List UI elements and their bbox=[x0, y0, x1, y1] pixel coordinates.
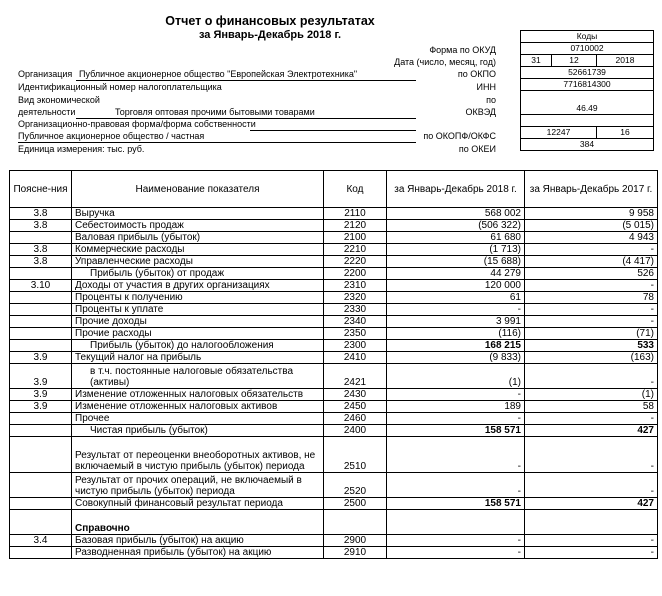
row-cur: (506 322) bbox=[387, 220, 525, 232]
row-note bbox=[10, 268, 72, 280]
row-code: 2210 bbox=[324, 244, 387, 256]
row-cur: - bbox=[387, 473, 525, 498]
row-prev: 533 bbox=[525, 340, 658, 352]
activity-label-1: Вид экономической bbox=[18, 95, 100, 105]
row-code: 2510 bbox=[324, 437, 387, 473]
col-header-name: Наименование показателя bbox=[72, 171, 324, 208]
row-cur: 61 bbox=[387, 292, 525, 304]
row-code: 2410 bbox=[324, 352, 387, 364]
row-note bbox=[10, 498, 72, 510]
report-title: Отчет о финансовых результатах bbox=[165, 14, 375, 28]
date-label: Дата (число, месяц, год) bbox=[394, 57, 496, 67]
table-row bbox=[10, 208, 658, 220]
row-cur: 189 bbox=[387, 401, 525, 413]
row-cur: (1) bbox=[387, 364, 525, 389]
row-cur: (9 833) bbox=[387, 352, 525, 364]
row-code bbox=[324, 510, 387, 535]
date-month: 12 bbox=[552, 55, 597, 67]
activity-label-2: деятельности bbox=[18, 107, 76, 117]
row-prev: (163) bbox=[525, 352, 658, 364]
table-row bbox=[10, 268, 658, 280]
okpo-code: 52661739 bbox=[521, 67, 654, 79]
table-header-row bbox=[10, 171, 658, 208]
row-name: Совокупный финансовый результат периода bbox=[72, 498, 324, 510]
codes-box bbox=[520, 30, 654, 151]
row-prev: (4 417) bbox=[525, 256, 658, 268]
row-note bbox=[10, 304, 72, 316]
table-row bbox=[10, 437, 658, 473]
row-prev: - bbox=[525, 473, 658, 498]
row-note bbox=[10, 292, 72, 304]
table-row bbox=[10, 389, 658, 401]
row-name: Прочее bbox=[72, 413, 324, 425]
row-cur: 568 002 bbox=[387, 208, 525, 220]
row-note bbox=[10, 316, 72, 328]
table-row bbox=[10, 510, 658, 535]
row-code: 2910 bbox=[324, 547, 387, 559]
row-prev: - bbox=[525, 547, 658, 559]
row-name: Изменение отложенных налоговых обязательств bbox=[72, 389, 324, 401]
legal-value-underline bbox=[18, 142, 416, 143]
row-note: 3.8 bbox=[10, 208, 72, 220]
table-row bbox=[10, 498, 658, 510]
row-note bbox=[10, 547, 72, 559]
table-row bbox=[10, 340, 658, 352]
row-name: Проценты к уплате bbox=[72, 304, 324, 316]
date-day: 31 bbox=[521, 55, 552, 67]
row-cur: (1 713) bbox=[387, 244, 525, 256]
row-prev: - bbox=[525, 280, 658, 292]
okei-label: по ОКЕИ bbox=[458, 144, 496, 154]
row-prev: 58 bbox=[525, 401, 658, 413]
row-note: 3.9 bbox=[10, 389, 72, 401]
row-cur: - bbox=[387, 547, 525, 559]
table-row bbox=[10, 256, 658, 268]
row-prev: - bbox=[525, 535, 658, 547]
row-note: 3.10 bbox=[10, 280, 72, 292]
row-prev: 427 bbox=[525, 498, 658, 510]
row-cur: - bbox=[387, 437, 525, 473]
row-prev: - bbox=[525, 437, 658, 473]
row-code: 2310 bbox=[324, 280, 387, 292]
row-name: в т.ч. постоянные налоговые обязательства (активы) bbox=[72, 364, 324, 389]
table-row bbox=[10, 413, 658, 425]
row-cur: (15 688) bbox=[387, 256, 525, 268]
row-prev: - bbox=[525, 316, 658, 328]
row-code: 2450 bbox=[324, 401, 387, 413]
table-row bbox=[10, 244, 658, 256]
row-note bbox=[10, 510, 72, 535]
row-name: Проценты к получению bbox=[72, 292, 324, 304]
okei-code: 384 bbox=[521, 139, 654, 151]
row-cur: 44 279 bbox=[387, 268, 525, 280]
row-cur: - bbox=[387, 389, 525, 401]
row-name: Доходы от участия в других организациях bbox=[72, 280, 324, 292]
row-code: 2430 bbox=[324, 389, 387, 401]
row-prev: - bbox=[525, 413, 658, 425]
inn-code: 7716814300 bbox=[521, 79, 654, 91]
org-label: Организация bbox=[18, 69, 73, 79]
row-name: Результат от прочих операций, не включаемый в чистую прибыль (убыток) периода bbox=[72, 473, 324, 498]
inn-label: Идентификационный номер налогоплательщика bbox=[18, 82, 222, 92]
row-code: 2100 bbox=[324, 232, 387, 244]
row-prev: (1) bbox=[525, 389, 658, 401]
okopf-code: 12247 bbox=[521, 127, 597, 139]
row-name: Себестоимость продаж bbox=[72, 220, 324, 232]
row-prev: 427 bbox=[525, 425, 658, 437]
row-note: 3.9 bbox=[10, 352, 72, 364]
blank-code-cell bbox=[521, 115, 654, 127]
row-code: 2500 bbox=[324, 498, 387, 510]
row-name: Справочно bbox=[72, 510, 324, 535]
row-prev: - bbox=[525, 244, 658, 256]
unit-label: Единица измерения: тыс. руб. bbox=[18, 144, 145, 154]
row-name: Разводненная прибыль (убыток) на акцию bbox=[72, 547, 324, 559]
org-underline bbox=[76, 80, 416, 81]
table-row bbox=[10, 232, 658, 244]
row-prev: 526 bbox=[525, 268, 658, 280]
row-cur: - bbox=[387, 535, 525, 547]
row-cur: (116) bbox=[387, 328, 525, 340]
row-note: 3.8 bbox=[10, 244, 72, 256]
row-cur bbox=[387, 510, 525, 535]
row-name: Прибыль (убыток) от продаж bbox=[72, 268, 324, 280]
row-code: 2520 bbox=[324, 473, 387, 498]
row-note bbox=[10, 340, 72, 352]
row-note: 3.4 bbox=[10, 535, 72, 547]
row-cur: 61 680 bbox=[387, 232, 525, 244]
row-code: 2120 bbox=[324, 220, 387, 232]
okved-label: ОКВЭД bbox=[465, 107, 496, 117]
row-note bbox=[10, 328, 72, 340]
table-row bbox=[10, 425, 658, 437]
row-code: 2320 bbox=[324, 292, 387, 304]
col-header-cur: за Январь-Декабрь 2018 г. bbox=[387, 171, 525, 208]
row-name: Прибыль (убыток) до налогообложения bbox=[72, 340, 324, 352]
row-code: 2330 bbox=[324, 304, 387, 316]
row-note bbox=[10, 473, 72, 498]
okpo-label: по ОКПО bbox=[457, 69, 496, 79]
row-code: 2110 bbox=[324, 208, 387, 220]
row-name: Изменение отложенных налоговых активов bbox=[72, 401, 324, 413]
row-code: 2340 bbox=[324, 316, 387, 328]
row-cur: - bbox=[387, 413, 525, 425]
row-prev bbox=[525, 510, 658, 535]
row-name: Выручка bbox=[72, 208, 324, 220]
row-code: 2460 bbox=[324, 413, 387, 425]
row-prev: 9 958 bbox=[525, 208, 658, 220]
row-code: 2400 bbox=[324, 425, 387, 437]
table-row bbox=[10, 352, 658, 364]
row-name: Прочие расходы bbox=[72, 328, 324, 340]
table-row bbox=[10, 473, 658, 498]
table-row bbox=[10, 220, 658, 232]
row-note: 3.8 bbox=[10, 220, 72, 232]
row-code: 2421 bbox=[324, 364, 387, 389]
table-row bbox=[10, 535, 658, 547]
row-note bbox=[10, 413, 72, 425]
col-header-code: Код bbox=[324, 171, 387, 208]
row-note bbox=[10, 232, 72, 244]
row-prev: - bbox=[525, 364, 658, 389]
table-row bbox=[10, 316, 658, 328]
row-name: Результат от переоценки внеоборотных активов, не включаемый в чистую прибыль (убыток) периода bbox=[72, 437, 324, 473]
activity-value: Торговля оптовая прочими бытовыми товарами bbox=[115, 107, 315, 117]
row-prev: (71) bbox=[525, 328, 658, 340]
legal-label: Организационно-правовая форма/форма собственности bbox=[18, 119, 256, 129]
row-code: 2300 bbox=[324, 340, 387, 352]
row-name: Коммерческие расходы bbox=[72, 244, 324, 256]
col-header-prev: за Январь-Декабрь 2017 г. bbox=[525, 171, 658, 208]
row-cur: 168 215 bbox=[387, 340, 525, 352]
okud-code: 0710002 bbox=[521, 43, 654, 55]
row-note: 3.8 bbox=[10, 256, 72, 268]
okved-code: 46.49 bbox=[521, 91, 654, 115]
financial-results-table bbox=[9, 170, 658, 559]
table-row bbox=[10, 304, 658, 316]
table-row bbox=[10, 280, 658, 292]
table-row bbox=[10, 292, 658, 304]
table-row bbox=[10, 364, 658, 389]
row-prev: 78 bbox=[525, 292, 658, 304]
row-cur: 158 571 bbox=[387, 425, 525, 437]
org-value: Публичное акционерное общество "Европейская Электротехника" bbox=[79, 69, 358, 79]
okfs-code: 16 bbox=[597, 127, 654, 139]
date-year: 2018 bbox=[597, 55, 654, 67]
row-code: 2220 bbox=[324, 256, 387, 268]
row-name: Текущий налог на прибыль bbox=[72, 352, 324, 364]
row-prev: - bbox=[525, 304, 658, 316]
row-name: Базовая прибыль (убыток) на акцию bbox=[72, 535, 324, 547]
row-code: 2200 bbox=[324, 268, 387, 280]
row-note bbox=[10, 437, 72, 473]
okopf-label: по ОКОПФ/ОКФС bbox=[423, 131, 496, 141]
row-note bbox=[10, 425, 72, 437]
table-row bbox=[10, 401, 658, 413]
row-cur: 158 571 bbox=[387, 498, 525, 510]
okud-label: Форма по ОКУД bbox=[429, 45, 496, 55]
po-label: по bbox=[486, 95, 496, 105]
report-period: за Январь-Декабрь 2018 г. bbox=[198, 29, 342, 41]
codes-header: Коды bbox=[521, 31, 654, 43]
row-code: 2900 bbox=[324, 535, 387, 547]
row-name: Валовая прибыль (убыток) bbox=[72, 232, 324, 244]
row-name: Прочие доходы bbox=[72, 316, 324, 328]
row-cur: - bbox=[387, 304, 525, 316]
legal-value: Публичное акционерное общество / частная bbox=[18, 131, 205, 141]
row-code: 2350 bbox=[324, 328, 387, 340]
row-name: Чистая прибыль (убыток) bbox=[72, 425, 324, 437]
row-note: 3.9 bbox=[10, 364, 72, 389]
row-cur: 120 000 bbox=[387, 280, 525, 292]
table-row bbox=[10, 328, 658, 340]
row-prev: (5 015) bbox=[525, 220, 658, 232]
row-cur: 3 991 bbox=[387, 316, 525, 328]
table-row bbox=[10, 547, 658, 559]
col-header-note: Поясне-ния bbox=[10, 171, 72, 208]
row-note: 3.9 bbox=[10, 401, 72, 413]
inn-code-label: ИНН bbox=[476, 82, 496, 92]
row-name: Управленческие расходы bbox=[72, 256, 324, 268]
row-prev: 4 943 bbox=[525, 232, 658, 244]
